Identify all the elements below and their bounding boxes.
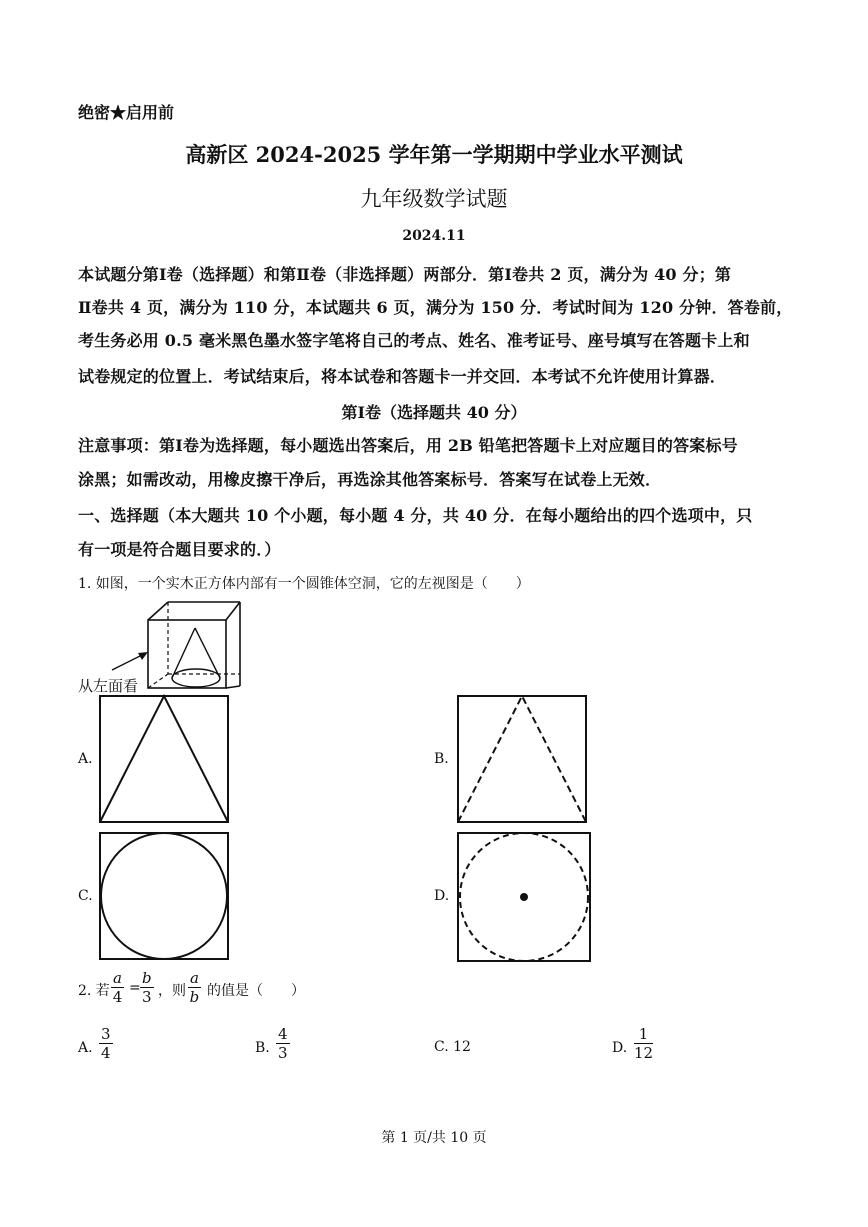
option-d-figure[interactable] — [456, 831, 592, 963]
intro-line-1: 本试题分第Ⅰ卷（选择题）和第Ⅱ卷（非选择题）两部分．第Ⅰ卷共 2 页，满分为 40 分；第 — [78, 265, 732, 284]
q2-option-d-fraction[interactable] — [634, 1025, 653, 1062]
question-2-mid: ，则 — [158, 983, 186, 999]
fraction-numerator: a — [190, 969, 199, 987]
q2-option-a-label[interactable]: A. — [78, 1040, 93, 1056]
option-d-label[interactable]: D. — [434, 888, 450, 904]
notice-line-1: 注意事项：第Ⅰ卷为选择题，每小题选出答案后，用 2B 铅笔把答题卡上对应题目的答案标号 — [78, 436, 738, 455]
exam-subtitle: 九年级数学试题 — [360, 187, 508, 211]
option-c-figure[interactable] — [98, 831, 230, 961]
intro-line-2: Ⅱ卷共 4 页，满分为 110 分，本试题共 6 页，满分为 150 分．考试时间为 120 分钟．答卷前， — [78, 298, 793, 317]
option-b-figure[interactable] — [456, 694, 588, 824]
part1-heading: 第Ⅰ卷（选择题共 40 分） — [341, 403, 527, 422]
question-2-prefix: 2. 若 — [78, 983, 110, 999]
page-number: 第 1 页/共 10 页 — [381, 1130, 487, 1146]
q2-option-b-fraction[interactable] — [276, 1025, 290, 1062]
fraction-numerator: a — [113, 969, 122, 987]
equals-sign: = — [129, 980, 141, 996]
fraction-b-over-3 — [140, 969, 154, 1006]
question-1-text: 1. 如图，一个实木正方体内部有一个圆锥体空洞，它的左视图是（ ） — [78, 576, 530, 592]
exam-date: 2024.11 — [402, 228, 466, 244]
fraction-a-over-4 — [111, 969, 124, 1006]
fraction-denominator: 3 — [278, 1044, 288, 1062]
fraction-numerator: 4 — [278, 1025, 288, 1043]
fraction-denominator: b — [189, 988, 200, 1006]
fraction-denominator: 4 — [112, 988, 123, 1006]
intro-line-3: 考生务必用 0.5 毫米黑色墨水签字笔将自己的考点、姓名、准考证号、座号填写在答题卡上和 — [78, 331, 750, 350]
option-c-label[interactable]: C. — [78, 888, 93, 904]
intro-line-4: 试卷规定的位置上．考试结束后，将本试卷和答题卡一并交回．本考试不允许使用计算器． — [78, 367, 727, 386]
fraction-a-over-b — [188, 969, 201, 1006]
fraction-numerator: 3 — [101, 1025, 111, 1043]
left-view-label: 从左面看 — [78, 677, 139, 695]
fraction-denominator: 3 — [142, 988, 152, 1006]
section-heading-line-1: 一、选择题（本大题共 10 个小题，每小题 4 分，共 40 分．在每小题给出的四个选项中，只 — [78, 506, 753, 525]
q2-option-d-label[interactable]: D. — [612, 1040, 628, 1056]
option-a-figure[interactable] — [98, 694, 230, 824]
q2-option-b-label[interactable]: B. — [255, 1040, 270, 1056]
fraction-denominator: 12 — [634, 1044, 654, 1062]
fraction-denominator: 4 — [101, 1044, 111, 1062]
option-a-label[interactable]: A. — [78, 751, 93, 767]
confidential-mark: 绝密★启用前 — [78, 103, 175, 122]
q2-option-a-fraction[interactable] — [99, 1025, 113, 1062]
notice-line-2: 涂黑；如需改动，用橡皮擦干净后，再选涂其他答案标号．答案写在试卷上无效． — [78, 470, 662, 489]
question-2-suffix: 的值是（ ） — [207, 983, 305, 999]
option-b-label[interactable]: B. — [434, 751, 449, 767]
exam-title: 高新区 2024-2025 学年第一学期期中学业水平测试 — [185, 142, 683, 167]
section-heading-line-2: 有一项是符合题目要求的．） — [78, 540, 281, 559]
q2-option-c[interactable]: C. 12 — [434, 1039, 471, 1055]
fraction-numerator: b — [142, 969, 152, 987]
fraction-numerator: 1 — [634, 1025, 653, 1044]
